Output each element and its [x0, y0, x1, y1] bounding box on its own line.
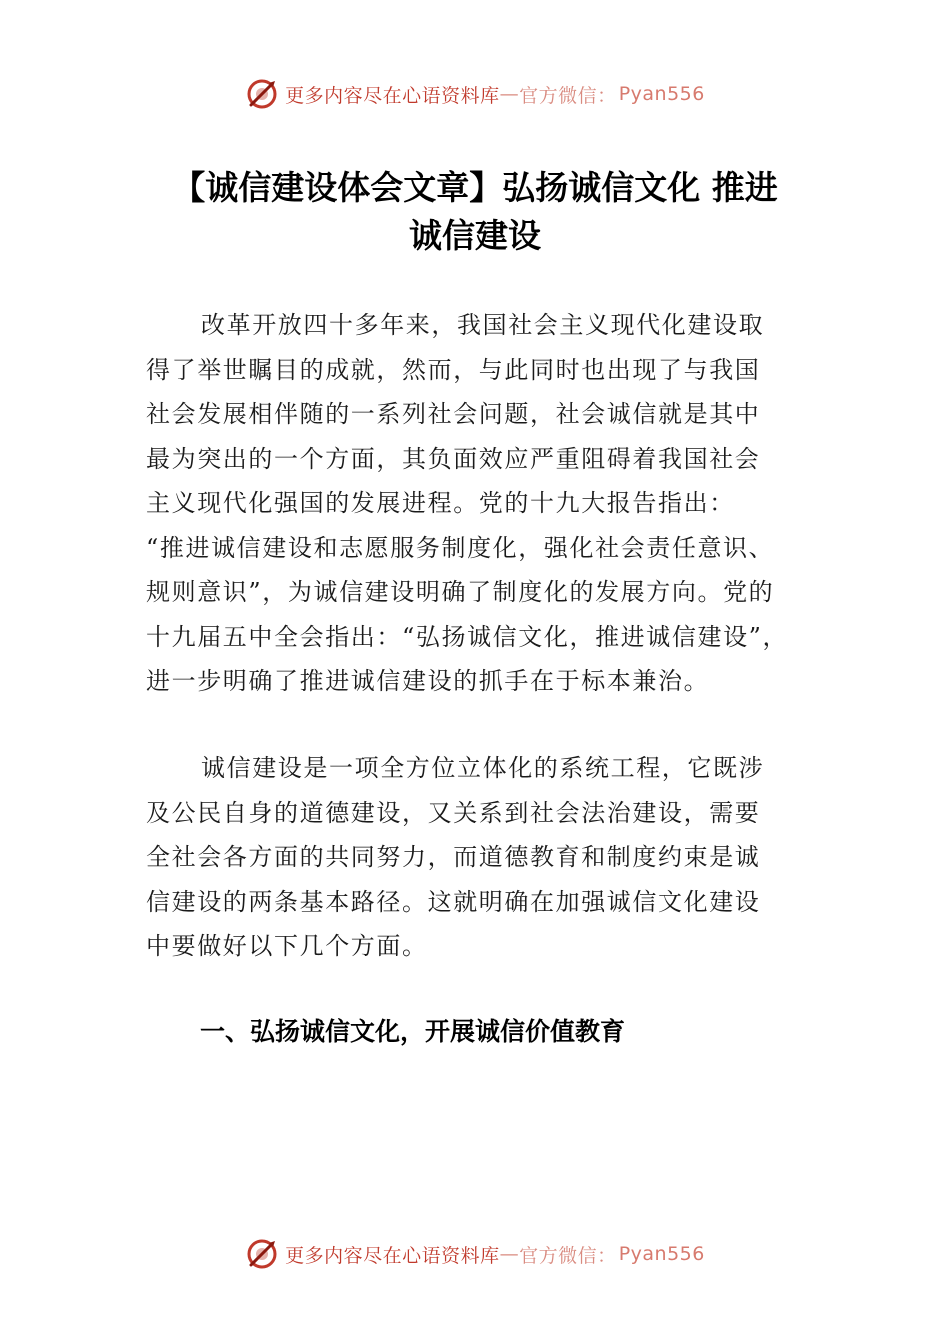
paragraph-line: 得了举世瞩目的成就，然而，与此同时也出现了与我国 [146, 355, 761, 384]
title-line-1: 【诚信建设体会文章】弘扬诚信文化 推进 [172, 168, 778, 207]
paragraph-line: 中要做好以下几个方面。 [146, 932, 428, 960]
paragraph-line: 主义现代化强国的发展进程。党的十九大报告指出： [146, 489, 735, 517]
watermark-dash: — [499, 1243, 520, 1265]
paragraph-line: 十九届五中全会指出：“弘扬诚信文化，推进诚信建设”， [146, 622, 789, 651]
watermark-sub: 官方微信： [519, 84, 617, 107]
watermark-text: 更多内容尽在心语资料库 [285, 84, 500, 107]
brush-logo-icon [245, 1237, 279, 1271]
paragraph-line: “推进诚信建设和志愿服务制度化，强化社会责任意识、 [146, 533, 775, 562]
watermark-dash: — [499, 83, 520, 105]
watermark-footer [0, 1234, 950, 1274]
watermark-sub: 官方微信： [519, 1244, 617, 1267]
brush-logo-icon [245, 77, 279, 111]
paragraph-line: 及公民自身的道德建设，又关系到社会法治建设，需要 [146, 798, 761, 827]
paragraph-line: 信建设的两条基本路径。这就明确在加强诚信文化建设 [146, 887, 761, 916]
watermark-id: Pyan556 [618, 83, 705, 105]
paragraph-line: 最为突出的一个方面，其负面效应严重阻碍着我国社会 [146, 444, 761, 473]
paragraph-line: 规则意识”，为诚信建设明确了制度化的发展方向。党的 [146, 578, 775, 606]
paragraph-line: 全社会各方面的共同努力，而道德教育和制度约束是诚 [146, 843, 761, 871]
document-title [140, 164, 810, 260]
paragraph-2 [146, 746, 810, 969]
paragraph-1 [146, 303, 810, 704]
watermark-header [0, 74, 950, 114]
paragraph-line: 进一步明确了推进诚信建设的抓手在于标本兼治。 [146, 667, 710, 695]
watermark-text: 更多内容尽在心语资料库 [285, 1244, 500, 1267]
paragraph-line: 社会发展相伴随的一系列社会问题，社会诚信就是其中 [146, 400, 761, 428]
watermark-id: Pyan556 [618, 1243, 705, 1265]
paragraph-line: 改革开放四十多年来，我国社会主义现代化建设取 [201, 311, 765, 339]
title-line-2: 诚信建设 [409, 216, 541, 255]
section-heading-1: 一、弘扬诚信文化，开展诚信价值教育 [200, 1017, 626, 1046]
paragraph-line: 诚信建设是一项全方位立体化的系统工程，它既涉 [201, 754, 765, 782]
